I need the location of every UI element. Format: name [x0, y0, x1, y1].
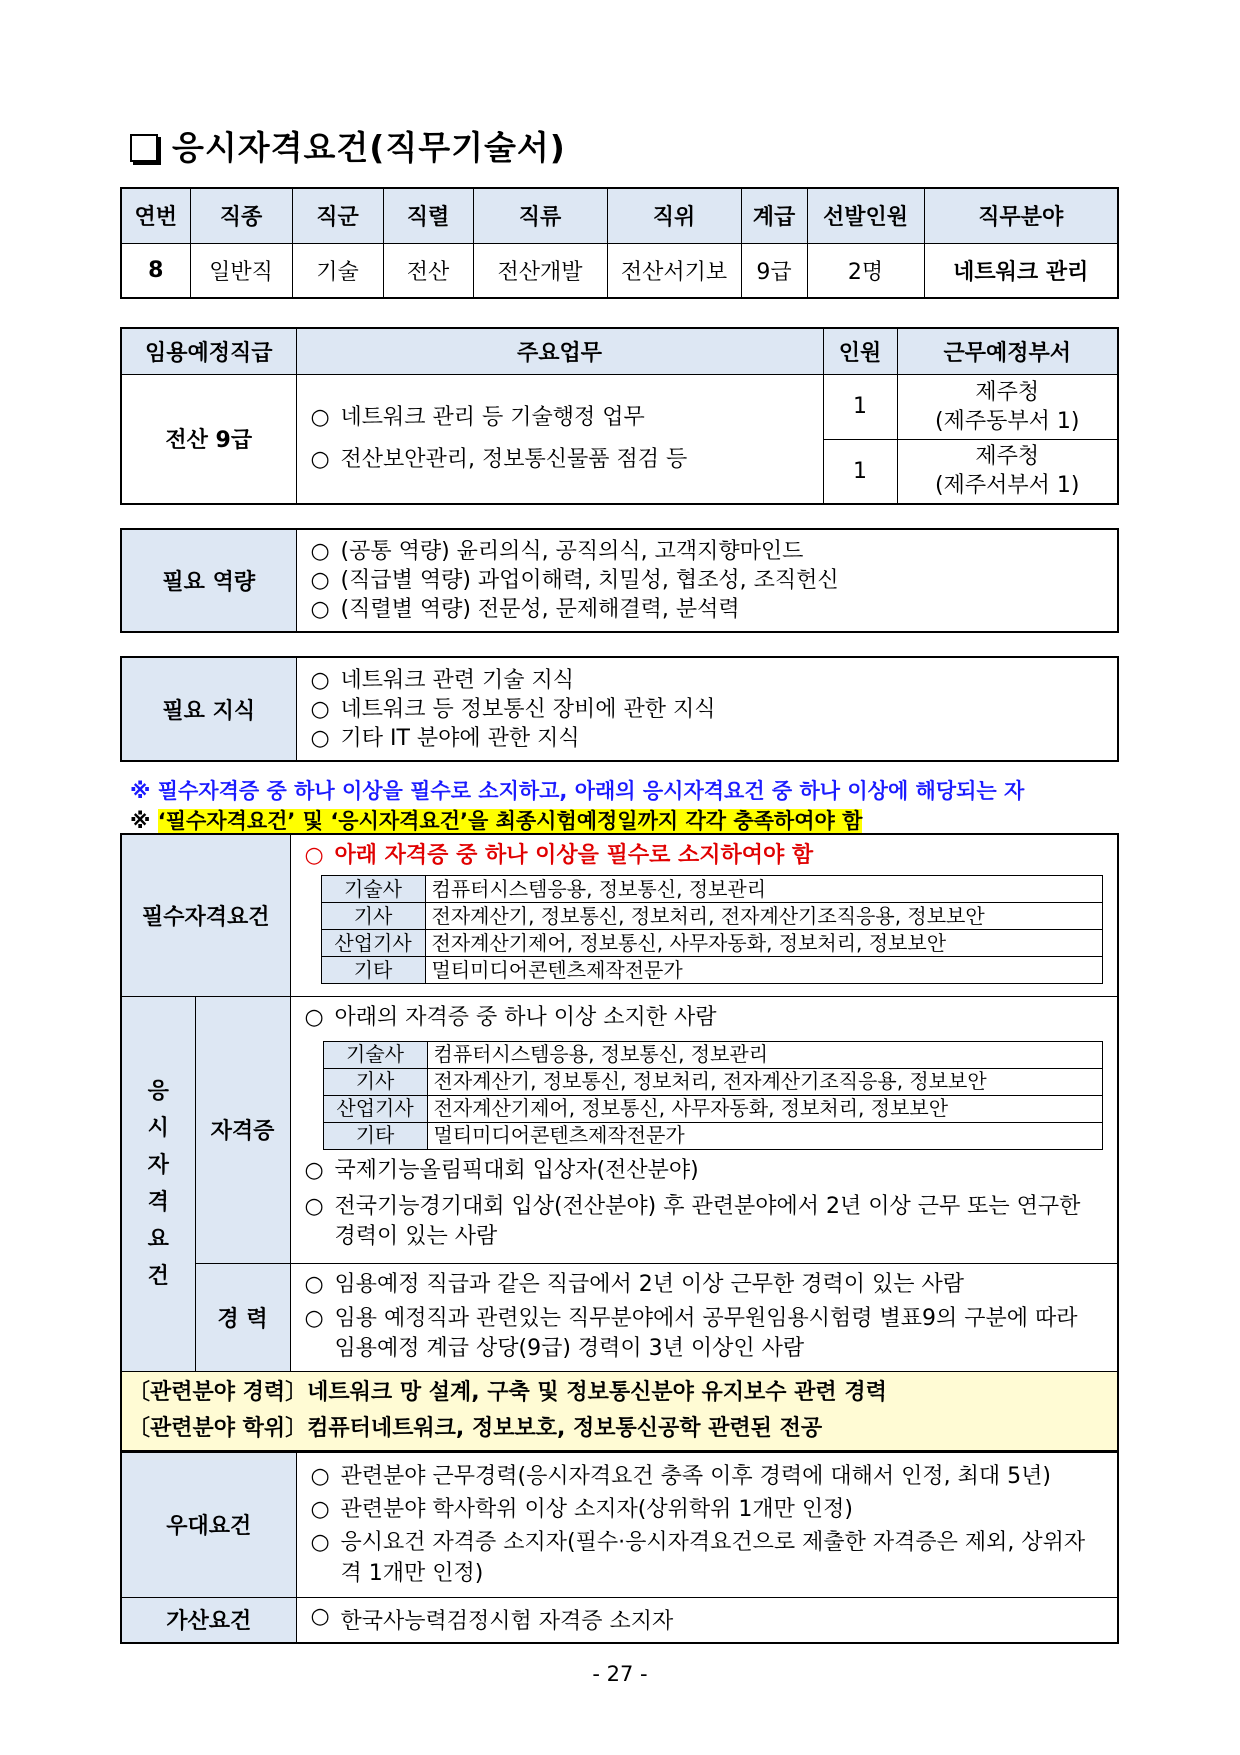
dept-cell: 제주청 (제주동부서 1): [897, 374, 1118, 439]
position-header-cell: 인원: [823, 328, 897, 374]
required-content: [290, 834, 1118, 996]
required-heading: ○ 아래 자격증 중 하나 이상을 필수로 소지하여야 함: [304, 843, 814, 868]
cert-list: 전자계산기제어, 정보통신, 사무자동화, 정보처리, 정보보안: [425, 930, 1103, 957]
duty-item: ○ 전산보안관리, 정보통신물품 점검 등: [310, 446, 688, 472]
knowledge-items: [296, 657, 1118, 761]
requirements-table: [120, 833, 1119, 1452]
eligibility-cert-heading: ○ 아래의 자격증 중 하나 이상 소지한 사람: [304, 1004, 717, 1030]
position-header-cell: 주요업무: [296, 328, 823, 374]
career-content: [290, 1263, 1118, 1371]
cert-list: 전자계산기제어, 정보통신, 사무자동화, 정보처리, 정보보안: [427, 1095, 1103, 1122]
grade-cell: 전산 9급: [121, 374, 296, 504]
note-requirement: ※ 필수자격증 중 하나 이상을 필수로 소지하고, 아래의 응시자격요건 중 하나 이상에 해당되는 자: [130, 779, 1025, 803]
related-career: 〔관련분야 경력〕네트워크 망 설계, 구축 및 정보통신분야 유지보수 관련 경력: [128, 1379, 887, 1405]
cert-grade: 기사: [321, 903, 425, 930]
info-value-cell: 2명: [807, 243, 924, 298]
preferred-label: 우대요건: [121, 1452, 296, 1597]
cert-grade: 기타: [323, 1122, 427, 1149]
duties-cell: [296, 374, 823, 504]
knowledge-table: [120, 656, 1119, 762]
position-header-cell: 근무예정부서: [897, 328, 1118, 374]
eligibility-label: 응 시 자 격 요 건: [121, 996, 195, 1371]
info-value-cell: 8: [121, 243, 190, 298]
duty-item: ○ 네트워크 관리 등 기술행정 업무: [310, 404, 645, 430]
cert-grade: 산업기사: [321, 930, 425, 957]
bonus-content: [296, 1597, 1118, 1643]
cert-list: 전자계산기, 정보통신, 정보처리, 전자계산기조직응용, 정보보안: [425, 903, 1103, 930]
note-deadline: ※ ‘필수자격요건’ 및 ‘응시자격요건’을 최종시험예정일까지 각각 충족하여야 함: [130, 809, 863, 833]
competency-item: ○ (직렬별 역량) 전문성, 문제해결력, 분석력: [310, 597, 740, 622]
info-value-cell: 9급: [741, 243, 807, 298]
dept-cell: 제주청 (제주서부서 1): [897, 439, 1118, 504]
eligibility-cert-content: [290, 996, 1118, 1263]
info-value-row: [121, 243, 1118, 298]
position-table: [120, 327, 1119, 505]
cert-list: 멀티미디어콘텐츠제작전문가: [425, 957, 1103, 984]
cert-list: 컴퓨터시스템응용, 정보통신, 정보관리: [425, 876, 1103, 903]
info-header-cell: 직종: [190, 188, 292, 243]
info-header-cell: 직군: [292, 188, 383, 243]
info-header-cell: 계급: [741, 188, 807, 243]
info-value-cell: 전산개발: [473, 243, 607, 298]
preferred-item: ○ 관련분야 근무경력(응시자격요건 충족 이후 경력에 대해서 인정, 최대 5년): [310, 1463, 1051, 1489]
required-label: 필수자격요건: [121, 834, 290, 996]
career-label: 경 력: [195, 1263, 290, 1371]
bonus-item: ○ 한국사능력검정시험 자격증 소지자: [310, 1604, 674, 1635]
info-value-cell: 일반직: [190, 243, 292, 298]
info-value-cell: 전산서기보: [607, 243, 741, 298]
cert-grade: 기술사: [321, 876, 425, 903]
knowledge-item: ○ 네트워크 등 정보통신 장비에 관한 지식: [310, 696, 716, 722]
info-header-cell: 직위: [607, 188, 741, 243]
competency-items: [296, 529, 1118, 632]
knowledge-label: 필요 지식: [121, 657, 296, 761]
cert-grade: 기타: [321, 957, 425, 984]
required-cert-table: [321, 875, 1104, 984]
cert-list: 멀티미디어콘텐츠제작전문가: [427, 1122, 1103, 1149]
info-header-cell: 직류: [473, 188, 607, 243]
cert-list: 전자계산기, 정보통신, 정보처리, 전자계산기조직응용, 정보보안: [427, 1068, 1103, 1095]
headcount-cell: 1: [823, 374, 897, 439]
cert-grade: 기술사: [323, 1041, 427, 1068]
cert-grade: 기사: [323, 1068, 427, 1095]
info-value-cell: 전산: [383, 243, 473, 298]
info-header-cell: 직무분야: [924, 188, 1118, 243]
preferred-table: [120, 1451, 1119, 1644]
knowledge-item: ○ 네트워크 관련 기술 지식: [310, 667, 575, 693]
preferred-item: ○ 응시요건 자격증 소지자(필수·응시자격요건으로 제출한 자격증은 제외, 상위자격 1개만 인정): [310, 1529, 1086, 1586]
related-fields: [121, 1371, 1118, 1451]
info-header-cell: 직렬: [383, 188, 473, 243]
knowledge-item: ○ 기타 IT 분야에 관한 지식: [310, 725, 580, 751]
competency-label: 필요 역량: [121, 529, 296, 632]
career-item: ○ 임용 예정직과 관련있는 직무분야에서 공무원임용시험령 별표9의 구분에 따라 임용예정 계급 상당(9급) 경력이 3년 이상인 사람: [304, 1306, 1078, 1361]
preferred-content: [296, 1452, 1118, 1597]
page-number: - 27 -: [592, 1662, 648, 1686]
related-degree: 〔관련분야 학위〕컴퓨터네트워크, 정보보호, 정보통신공학 관련된 전공: [128, 1415, 823, 1441]
career-item: ○ 임용예정 직급과 같은 직급에서 2년 이상 근무한 경력이 있는 사람: [304, 1272, 965, 1297]
info-header-cell: 연번: [121, 188, 190, 243]
info-header-row: [121, 188, 1118, 243]
section-title-text: 응시자격요건(직무기술서): [172, 128, 566, 167]
competency-item: ○ (공통 역량) 윤리의식, 공직의식, 고객지향마인드: [310, 539, 804, 564]
position-header-cell: 임용예정직급: [121, 328, 296, 374]
headcount-cell: 1: [823, 439, 897, 504]
cert-grade: 산업기사: [323, 1095, 427, 1122]
eligibility-cert-item: ○ 전국기능경기대회 입상(전산분야) 후 관련분야에서 2년 이상 근무 또는 연구한 경력이 있는 사람: [304, 1193, 1081, 1249]
cert-label: 자격증: [195, 996, 290, 1263]
preferred-item: ○ 관련분야 학사학위 이상 소지자(상위학위 1개만 인정): [310, 1496, 853, 1522]
bonus-label: 가산요건: [121, 1597, 296, 1643]
info-value-cell: 네트워크 관리: [924, 243, 1118, 298]
competency-item: ○ (직급별 역량) 과업이해력, 치밀성, 협조성, 조직헌신: [310, 568, 839, 593]
eligibility-cert-table: [323, 1041, 1104, 1150]
checkbox-square-icon: [130, 134, 158, 162]
competency-table: [120, 528, 1119, 633]
info-table: [120, 187, 1119, 299]
eligibility-cert-item: ○ 국제기능올림픽대회 입상자(전산분야): [304, 1157, 699, 1183]
cert-list: 컴퓨터시스템응용, 정보통신, 정보관리: [427, 1041, 1103, 1068]
section-title: [130, 122, 566, 169]
info-value-cell: 기술: [292, 243, 383, 298]
info-header-cell: 선발인원: [807, 188, 924, 243]
